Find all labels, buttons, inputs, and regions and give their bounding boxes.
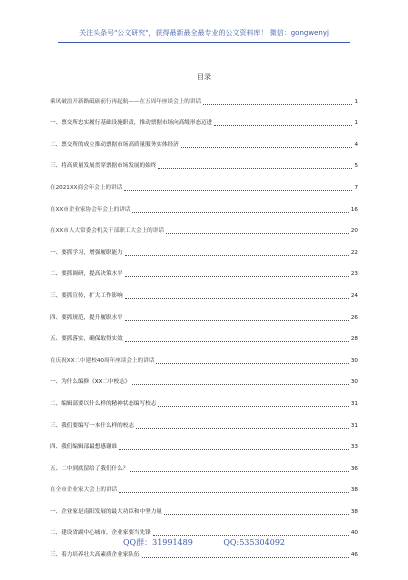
table-of-contents — [50, 84, 358, 559]
toc-entry[interactable] — [50, 322, 358, 344]
header-rule — [58, 42, 350, 43]
toc-entry-label: 一、票交所忠实履行基础设施职责，推动票据市场向高级形态迈进 — [50, 120, 213, 127]
toc-entry-page: 38 — [350, 487, 358, 494]
toc-entry-page: 30 — [350, 379, 358, 386]
toc-leader-dots — [119, 449, 349, 450]
toc-entry-page: 7 — [354, 184, 358, 191]
toc-entry-page: 30 — [350, 357, 358, 364]
toc-leader-dots — [125, 298, 349, 299]
toc-entry-label: 五、二中到底留给了我们什么？ — [50, 465, 129, 472]
toc-entry[interactable] — [50, 149, 358, 171]
toc-leader-dots — [164, 514, 349, 515]
toc-leader-dots — [214, 125, 352, 126]
toc-entry-page: 4 — [354, 141, 358, 148]
toc-entry[interactable] — [50, 516, 358, 538]
toc-leader-dots — [125, 320, 349, 321]
toc-entry-page: 22 — [350, 249, 358, 256]
toc-entry-label: 在2021XX商会年会上的讲话 — [50, 184, 123, 191]
toc-leader-dots — [158, 406, 349, 407]
toc-entry-label: 一、要抓学习，增强履职能力 — [50, 249, 123, 256]
toc-entry-page: 28 — [350, 336, 358, 343]
toc-entry[interactable] — [50, 257, 358, 279]
toc-leader-dots — [156, 363, 349, 364]
toc-leader-dots — [130, 471, 349, 472]
toc-entry[interactable] — [50, 235, 358, 257]
toc-entry[interactable] — [50, 494, 358, 516]
toc-entry[interactable] — [50, 127, 358, 149]
toc-entry-page: 1 — [354, 120, 358, 127]
toc-entry-page: 36 — [350, 465, 358, 472]
toc-entry-label: 四、我们编辑部最想感谢谁 — [50, 444, 118, 451]
toc-leader-dots — [125, 276, 349, 277]
toc-entry[interactable] — [50, 300, 358, 322]
toc-entry-label: 三、要抓宣传，扩大工作影响 — [50, 292, 123, 299]
toc-entry-label: 乘风破浪开新路砥砺前行再起航——在五周年座谈会上的讲话 — [50, 98, 202, 105]
toc-leader-dots — [132, 212, 348, 213]
toc-leader-dots — [158, 168, 352, 169]
toc-entry[interactable] — [50, 473, 358, 495]
toc-entry-page: 20 — [350, 228, 358, 235]
toc-entry-label: 三、我们要编写一本什么样的校志 — [50, 422, 134, 429]
toc-entry[interactable] — [50, 84, 358, 106]
toc-leader-dots — [132, 384, 348, 385]
toc-entry-page: 23 — [350, 271, 358, 278]
toc-leader-dots — [181, 147, 353, 148]
toc-entry-label: 二、建设省副中心城市，企业家要当先锋 — [50, 530, 151, 537]
footer-qq-group: QQ群：31991489 — [122, 538, 193, 547]
page-header: 关注头条号"公文研究"，获得最新最全最专业的公文资料库！ 微信：gongwenyj — [79, 29, 329, 37]
toc-entry[interactable] — [50, 278, 358, 300]
footer-qq: QQ:535304092 — [223, 538, 285, 547]
toc-entry-label: 一、企业家是南阳发展的最大功臣和中坚力量 — [50, 508, 162, 515]
toc-entry-label: 在全市企业家大会上的讲话 — [50, 487, 118, 494]
toc-entry-page: 31 — [350, 422, 358, 429]
toc-leader-dots — [119, 492, 349, 493]
toc-entry-label: 二、编辑部要以什么样的精神状态编写校志 — [50, 400, 157, 407]
toc-entry[interactable] — [50, 170, 358, 192]
toc-entry[interactable] — [50, 192, 358, 214]
toc-leader-dots — [124, 190, 352, 191]
toc-entry-page: 5 — [354, 163, 358, 170]
toc-entry[interactable] — [50, 430, 358, 452]
toc-entry[interactable] — [50, 214, 358, 236]
toc-entry-label: 四、要抓规范，提升履职水平 — [50, 314, 123, 321]
toc-leader-dots — [125, 341, 349, 342]
toc-leader-dots — [203, 104, 352, 105]
toc-leader-dots — [136, 428, 349, 429]
toc-entry-label: 三、着力培养壮大高素质企业家队伍 — [50, 552, 140, 559]
toc-entry-page: 40 — [350, 530, 358, 537]
toc-leader-dots — [125, 255, 349, 256]
toc-entry-label: 在XX市人大常委会机关干部职工大会上的讲话 — [50, 228, 164, 235]
toc-leader-dots — [142, 557, 349, 558]
toc-entry-page: 33 — [350, 444, 358, 451]
toc-entry-page: 38 — [350, 508, 358, 515]
toc-entry[interactable] — [50, 408, 358, 430]
toc-entry-label: 二、要抓调研，提高决策水平 — [50, 271, 123, 278]
toc-entry-label: 五、要抓落实，确保取得实效 — [50, 336, 123, 343]
toc-leader-dots — [166, 233, 349, 234]
toc-entry-page: 16 — [350, 206, 358, 213]
toc-entry[interactable] — [50, 343, 358, 365]
toc-entry-page: 1 — [354, 98, 358, 105]
toc-entry-page: 26 — [350, 314, 358, 321]
toc-entry-page: 31 — [350, 400, 358, 407]
toc-entry-label: 在XX市企业家协会年会上的讲话 — [50, 206, 131, 213]
toc-entry[interactable] — [50, 106, 358, 128]
toc-entry-page: 24 — [350, 292, 358, 299]
toc-title: 目录 — [197, 73, 211, 81]
toc-entry[interactable] — [50, 365, 358, 387]
toc-entry-label: 在庆祝XX二中建校40周年座谈会上的讲话 — [50, 357, 155, 364]
toc-entry[interactable] — [50, 451, 358, 473]
toc-entry-label: 二、票交所的成立推动票据市场高质量服务实体经济 — [50, 141, 179, 148]
toc-entry-label: 一、为什么编修《XX二中校志》 — [50, 379, 131, 386]
page-footer — [0, 537, 408, 548]
toc-entry-label: 三、将高质量发展贯穿票据市场发展的始终 — [50, 163, 157, 170]
toc-entry-page: 46 — [350, 552, 358, 559]
toc-entry[interactable] — [50, 386, 358, 408]
